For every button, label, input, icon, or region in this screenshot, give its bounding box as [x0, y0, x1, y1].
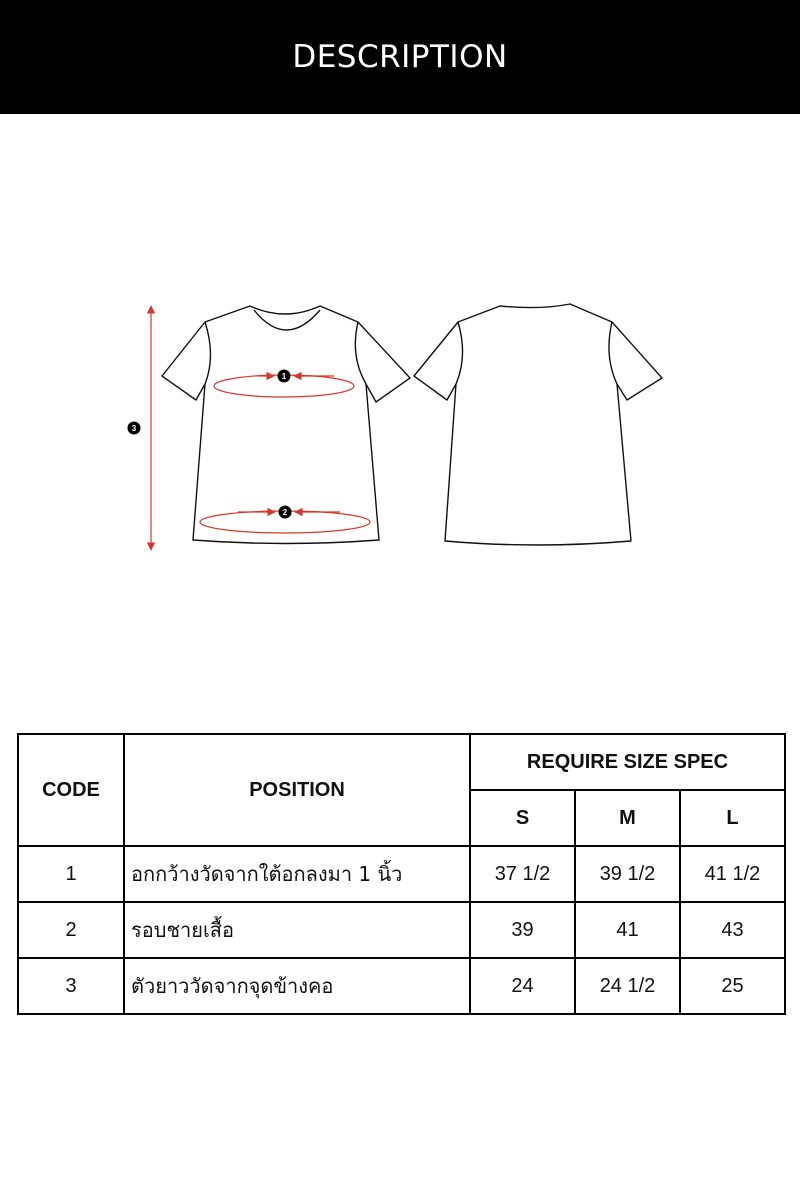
row-position: รอบชายเสื้อ — [124, 902, 470, 958]
size-spec-table — [17, 733, 786, 1015]
back-body-outline — [414, 304, 662, 545]
measure-length — [128, 306, 152, 550]
table-row — [18, 846, 785, 902]
row-position: ตัวยาววัดจากจุดข้างคอ — [124, 958, 470, 1014]
front-neckline — [254, 310, 320, 330]
header-code: CODE — [18, 734, 124, 846]
table-row — [18, 902, 785, 958]
back-tshirt — [414, 304, 662, 545]
header-bar — [0, 0, 800, 114]
garment-diagram — [0, 114, 800, 694]
marker-2-label: 2 — [282, 508, 288, 517]
marker-1-label: 1 — [281, 372, 287, 381]
row-value-l: 25 — [680, 958, 785, 1014]
marker-3-label: 3 — [131, 424, 137, 433]
table-header-row — [18, 734, 785, 790]
row-value-s: 39 — [470, 902, 575, 958]
header-require-size-spec: REQUIRE SIZE SPEC — [470, 734, 785, 790]
back-sleeve-seam-right — [609, 322, 617, 384]
row-value-l: 41 1/2 — [680, 846, 785, 902]
row-code: 2 — [18, 902, 124, 958]
measure-chest — [214, 370, 354, 398]
header-size-l: L — [680, 790, 785, 846]
row-code: 3 — [18, 958, 124, 1014]
header-position: POSITION — [124, 734, 470, 846]
row-value-m: 24 1/2 — [575, 958, 680, 1014]
row-value-m: 41 — [575, 902, 680, 958]
table-row — [18, 958, 785, 1014]
row-code: 1 — [18, 846, 124, 902]
measure-hem — [200, 506, 370, 534]
row-value-l: 43 — [680, 902, 785, 958]
row-position: อกกว้างวัดจากใต้อกลงมา 1 นิ้ว — [124, 846, 470, 902]
back-sleeve-seam-left — [456, 322, 463, 384]
header-size-s: S — [470, 790, 575, 846]
row-value-m: 39 1/2 — [575, 846, 680, 902]
header-size-m: M — [575, 790, 680, 846]
row-value-s: 24 — [470, 958, 575, 1014]
page-title: DESCRIPTION — [292, 39, 508, 75]
row-value-s: 37 1/2 — [470, 846, 575, 902]
garment-svg — [0, 114, 800, 694]
